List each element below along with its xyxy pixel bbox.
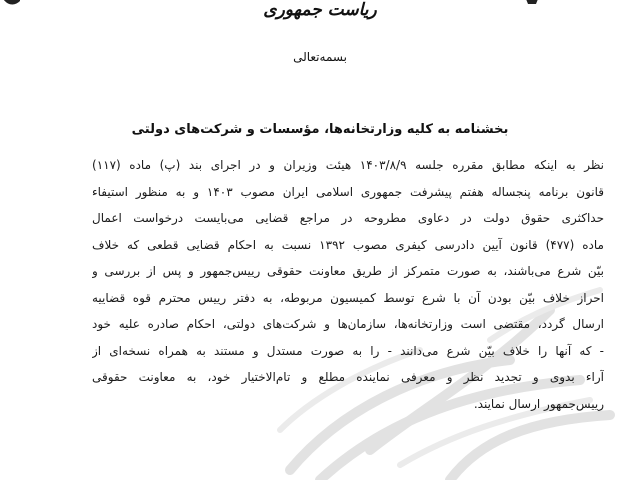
- body-line: حداکثری حقوق دولت در دعاوی مطروحه در مراجع قضایی می‌بایست درخواست اعمال: [92, 211, 604, 225]
- body-line: - که آنها را خلاف بیّن شرع می‌دانند - را به صورت مستدل و مستند به همراه نسخه‌ای از: [92, 343, 604, 358]
- document-body: [92, 152, 604, 417]
- body-line: ماده (۴۷۷) قانون آیین دادرسی کیفری مصوب ۱۳۹۲ نسبت به احکام قضایی قطعی که خلاف: [92, 237, 604, 252]
- body-line: نظر به اینکه مطابق مقرره جلسه ۱۴۰۳/۸/۹ هیئت وزیران و در اجرای بند (پ) ماده (۱۱۷): [92, 158, 604, 172]
- body-line: آراء بدوی و تجدید نظر و معرفی نماینده مطلع و تام‌الاختیار خود، به معاونت حقوقی: [92, 370, 604, 384]
- document-title: بخشنامه به کلیه وزارتخانه‌ها، مؤسسات و شرکت‌های دولتی: [131, 122, 509, 137]
- body-line: رییس‌جمهور ارسال نمایند.: [473, 396, 604, 411]
- body-line: قانون برنامه پنجساله هفتم پیشرفت جمهوری اسلامی ایران مصوب ۱۴۰۳ و به منظور استیفاء: [92, 184, 604, 199]
- presidency-title: ریاست جمهوری: [263, 0, 377, 20]
- body-line: احراز خلاف بیّن بودن آن با شرع توسط کمیسیون مربوطه، به دفتر رییس محترم قوه قضاییه: [92, 290, 604, 305]
- body-line: بیّن شرع می‌باشند، به صورت متمرکز از طریق معاونت حقوقی رییس‌جمهور و پس از بررسی و: [92, 264, 604, 278]
- bismillah-heading: بسمه‌تعالی: [293, 50, 347, 64]
- body-line: ارسال گردد، مقتضی است وزارتخانه‌ها، سازمان‌ها و شرکت‌های دولتی، احکام صادره علیه خود: [92, 317, 604, 331]
